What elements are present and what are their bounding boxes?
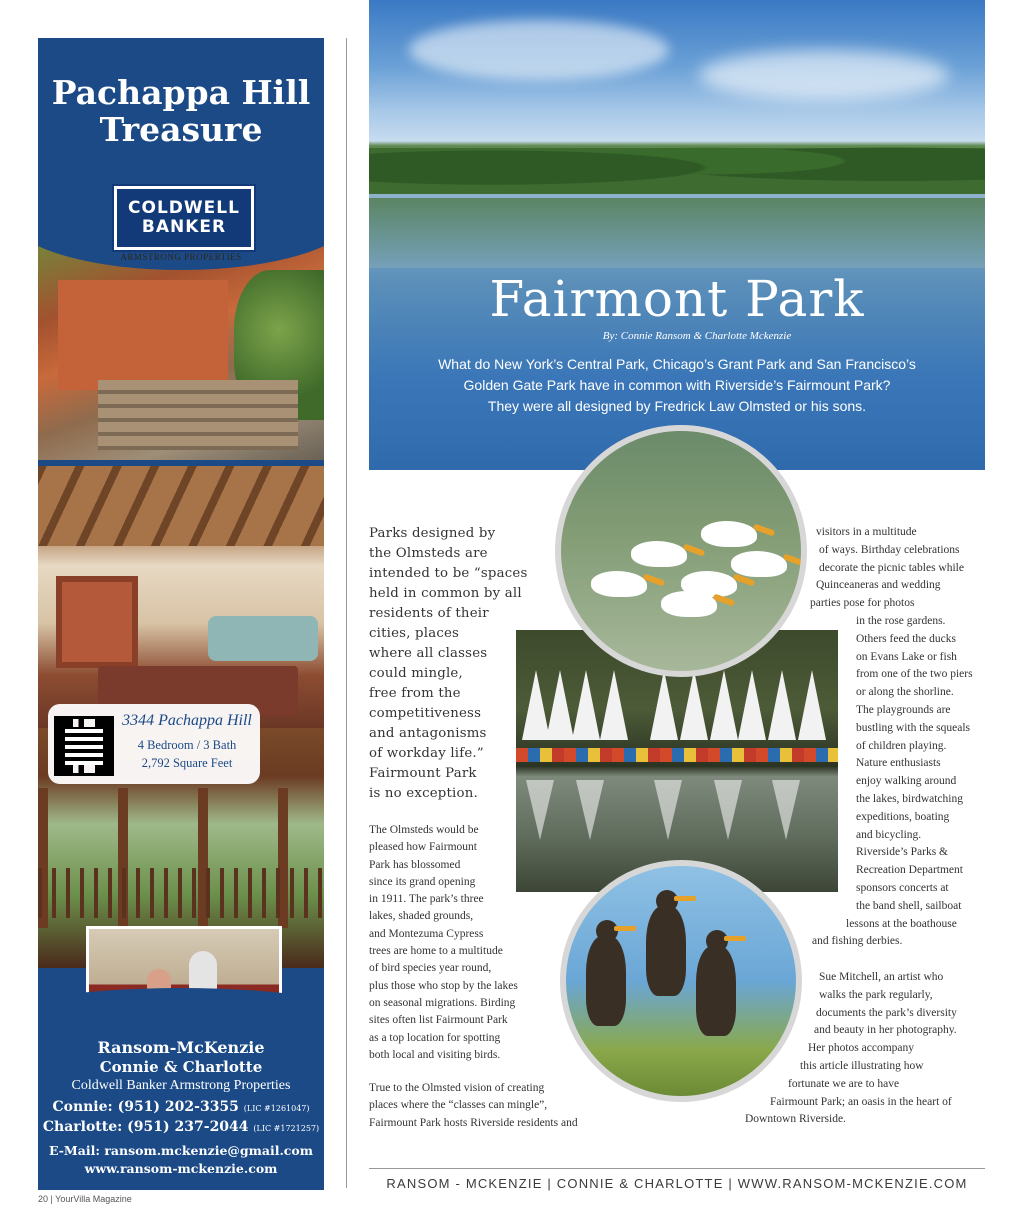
text-line: Riverside’s Parks & (856, 846, 948, 859)
pelicans-photo (555, 425, 807, 677)
body-paragraph-2 (369, 1080, 578, 1132)
article-intro (429, 354, 925, 417)
text-line: Fairmount Park; an oasis in the heart of (770, 1095, 952, 1108)
text-line: The playgrounds are (856, 704, 951, 716)
text-line: from one of the two piers (856, 668, 973, 681)
ad-title-line1: Pachappa Hill (51, 73, 311, 112)
logo-line2: BANKER (141, 217, 227, 237)
page-number: 20 | YourVilla Magazine (38, 1194, 132, 1204)
text-line: documents the park’s diversity (816, 1006, 957, 1019)
connie-license: (LIC #1261047) (243, 1104, 310, 1113)
coldwell-banker-logo (114, 186, 254, 250)
text-line: Fairmount Park hosts Riverside residents and (369, 1116, 578, 1129)
intro-line: What do New York’s Central Park, Chicago’s Grant Park and San Francisco’s (438, 356, 916, 372)
intro-line: Golden Gate Park have in common with Riverside’s Fairmount Park? (463, 377, 891, 393)
text-line: of workday life.” (369, 746, 484, 761)
text-line: free from the (369, 686, 461, 701)
text-line: Downtown Riverside. (745, 1113, 846, 1126)
text-line: and beauty in her photography. (814, 1024, 957, 1037)
house-exterior-photo (38, 230, 324, 460)
text-line: this article illustrating how (800, 1060, 924, 1072)
footer-rule (369, 1168, 985, 1169)
qr-code-icon[interactable] (54, 716, 114, 776)
text-line: Parks designed by (369, 526, 496, 541)
tree-line (369, 128, 985, 194)
text-line: walks the park regularly, (819, 988, 933, 1001)
connie-phone (38, 1098, 324, 1118)
sofa (208, 616, 318, 661)
text-line: of bird species year round, (369, 962, 492, 975)
text-line: as a top location for spotting (369, 1031, 501, 1044)
text-line: trees are home to a multitude (369, 945, 503, 958)
ad-title-line2: Treasure (99, 110, 263, 149)
text-line: sponsors concerts at (856, 882, 949, 894)
text-line: on seasonal migrations. Birding (369, 996, 516, 1009)
lead-paragraph (369, 524, 539, 804)
listing-address: 3344 Pachappa Hill (122, 712, 252, 729)
text-line: and fishing derbies. (812, 935, 903, 948)
living-room-photo (38, 466, 324, 728)
text-line: bustling with the squeals (856, 721, 971, 734)
text-line: since its grand opening (369, 875, 476, 888)
logo-subtitle: ARMSTRONG PROPERTIES (120, 252, 242, 262)
agent-team-name: Ransom-McKenzie (97, 1038, 265, 1057)
text-line: lessons at the boathouse (846, 917, 957, 930)
text-line: Nature enthusiasts (856, 757, 941, 770)
real-estate-ad (38, 38, 324, 1190)
ceiling-beams (38, 466, 324, 546)
text-line: is no exception. (369, 786, 478, 801)
text-line: Recreation Department (856, 864, 963, 877)
intro-line: They were all designed by Fredrick Law Olmsted or his sons. (487, 398, 867, 414)
text-line: pleased how Fairmount (369, 841, 477, 854)
fireplace (56, 576, 138, 668)
logo-line1: COLDWELL (128, 198, 240, 218)
text-line: of ways. Birthday celebrations (819, 543, 960, 556)
text-line: True to the Olmsted vision of creating (369, 1082, 545, 1094)
text-line: and Montezuma Cypress (369, 927, 484, 940)
text-line: places where the “classes can mingle”, (369, 1099, 548, 1112)
text-line: and bicycling. (856, 828, 922, 841)
article-byline: By: Connie Ransom & Charlotte Mckenzie (602, 330, 792, 342)
text-line: the lakes, birdwatching (856, 793, 963, 805)
cloud (409, 20, 669, 80)
lake-reflection (369, 198, 985, 268)
porch-rail (38, 868, 324, 918)
text-line: cities, places (369, 626, 460, 641)
listing-sqft: 2,792 Square Feet (141, 756, 233, 770)
text-line: intended to be “spaces (369, 566, 528, 581)
text-line: Others feed the ducks (856, 632, 956, 645)
text-line: residents of their (369, 606, 489, 621)
hero-lake-photo (369, 0, 985, 470)
text-line: The Olmsteds would be (369, 824, 479, 836)
text-line: the Olmsteds are (369, 546, 488, 561)
text-line: sites often list Fairmount Park (369, 1014, 508, 1027)
agent-names: Connie & Charlotte (99, 1058, 263, 1076)
text-line: both local and visiting birds. (369, 1048, 501, 1061)
text-line: could mingle, (369, 666, 463, 681)
text-line: Fairmount Park (369, 766, 477, 781)
text-line: enjoy walking around (856, 775, 957, 788)
text-line: of children playing. (856, 739, 947, 752)
text-line: Park has blossomed (369, 858, 461, 871)
text-line: Her photos accompany (808, 1042, 915, 1055)
text-line: visitors in a multitude (816, 526, 917, 538)
stone-steps (98, 380, 298, 450)
text-line: plus those who stop by the lakes (369, 979, 518, 992)
text-line: in 1911. The park’s three (369, 893, 484, 906)
column-divider (346, 38, 347, 1188)
text-line: and antagonisms (369, 726, 487, 741)
text-line: competitiveness (369, 706, 482, 721)
cormorants-photo (560, 860, 802, 1102)
connie-phone-number[interactable]: Connie: (951) 202-3355 (52, 1099, 239, 1115)
text-line: in the rose gardens. (856, 615, 946, 627)
text-line: the band shell, sailboat (856, 899, 962, 912)
ad-title (38, 74, 324, 148)
agent-email[interactable]: E-Mail: ransom.mckenzie@gmail.com (48, 1143, 313, 1158)
agent-contact-block (38, 1038, 324, 1178)
cloud (699, 50, 949, 100)
text-line: Sue Mitchell, an artist who (819, 971, 944, 983)
article-title: Fairmont Park (489, 270, 865, 328)
body-paragraph-1 (369, 822, 518, 1064)
agent-company: Coldwell Banker Armstrong Properties (71, 1078, 291, 1093)
charlotte-license: (LIC #1721257) (253, 1124, 320, 1133)
text-line: fortunate we are to have (788, 1077, 900, 1090)
agent-website[interactable]: www.ransom-mckenzie.com (84, 1161, 278, 1176)
text-line: on Evans Lake or fish (856, 650, 957, 663)
footer-text: RANSOM - MCKENZIE | CONNIE & CHARLOTTE | WWW.RANSOM-MCKENZIE.COM (386, 1176, 968, 1191)
charlotte-phone (38, 1118, 324, 1138)
charlotte-phone-number[interactable]: Charlotte: (951) 237-2044 (42, 1119, 249, 1135)
boat-hulls (516, 748, 838, 762)
listing-card (48, 704, 260, 784)
text-line: held in common by all (369, 586, 522, 601)
text-line: or along the shorline. (856, 686, 954, 699)
text-line: expeditions, boating (856, 810, 950, 823)
text-line: lakes, shaded grounds, (369, 910, 474, 923)
text-line: decorate the picnic tables while (819, 561, 964, 574)
text-line: where all classes (369, 646, 488, 661)
house-wall (58, 280, 228, 390)
listing-beds-baths: 4 Bedroom / 3 Bath (137, 738, 237, 752)
text-line: Quinceaneras and wedding (816, 579, 941, 592)
text-line: parties pose for photos (810, 597, 915, 610)
